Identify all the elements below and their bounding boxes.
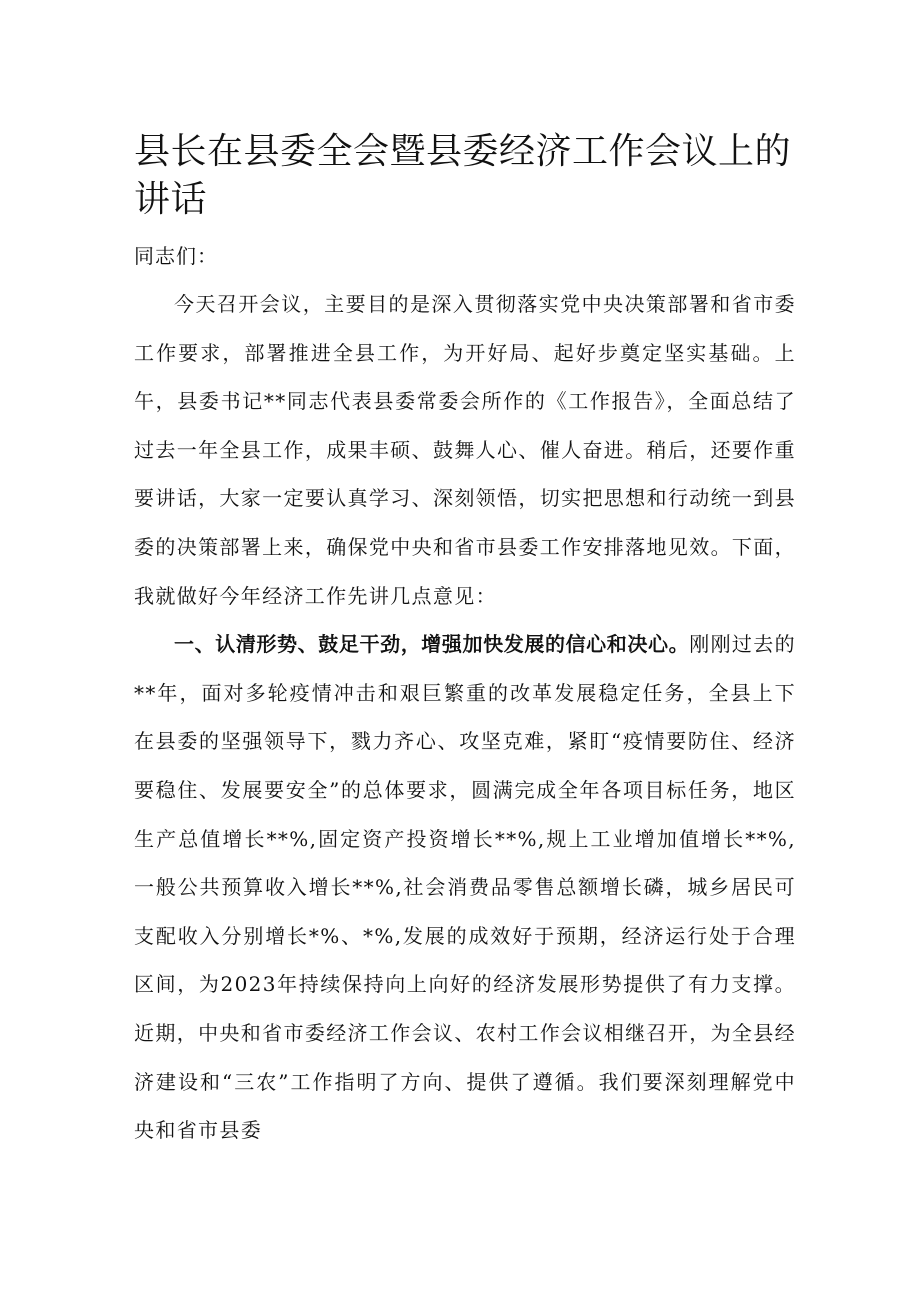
paragraph-intro: 今天召开会议，主要目的是深入贯彻落实党中央决策部署和省市委工作要求，部署推进全县工作，为开好局、起好步奠定坚实基础。上午，县委书记**同志代表县委常委会所作的《工作报告》，全面总结了过去一年全县工作，成果丰硕、鼓舞人心、催人奋进。稍后，还要作重要讲话，大家一定要认真学习、深刻领悟，切实把思想和行动统一到县委的决策部署上来，确保党中央和省市县委工作安排落地见效。下面，我就做好今年经济工作先讲几点意见： bbox=[134, 292, 796, 608]
section-1-body: 刚刚过去的**年，面对多轮疫情冲击和艰巨繁重的改革发展稳定任务，全县上下在县委的坚强领导下，戮力齐心、攻坚克难，紧盯“疫情要防住、经济要稳住、发展要安全”的总体要求，圆满完成全年各项目标任务，地区生产总值增长**%,固定资产投资增长**%,规上工业增加值增长**%,一般公共预算收入增长**%,社会消费品零售总额增长磷，城乡居民可支配收入分别增长*%、*%,发展的成效好于预期，经济运行处于合理区间，为2023年持续保持向上向好的经济发展形势提供了有力支撑。近期，中央和省市委经济工作会议、农村工作会议相继召开，为全县经济建设和“三农”工作指明了方向、提供了遵循。我们要深刻理解党中央和省市县委 bbox=[134, 632, 797, 1143]
paragraph-section-1 bbox=[134, 620, 796, 1155]
salutation: 同志们： bbox=[134, 244, 218, 268]
section-1-heading: 一、认清形势、鼓足干劲，增强加快发展的信心和决心。 bbox=[174, 632, 690, 657]
document-body bbox=[134, 128, 796, 1155]
document-title: 县长在县委全会暨县委经济工作会议上的讲话 bbox=[134, 131, 792, 220]
